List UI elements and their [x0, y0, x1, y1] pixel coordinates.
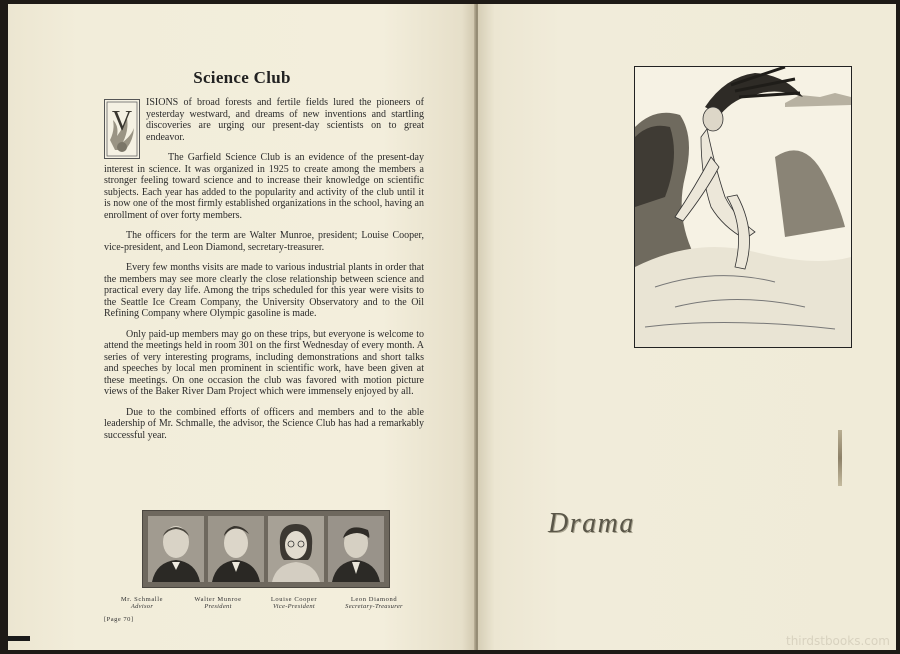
pencil-mark [838, 430, 842, 486]
article-body [104, 97, 424, 450]
dropcap-letter: V [111, 106, 133, 137]
caption-name: Louise Cooper [270, 596, 318, 603]
section-title-drama: Drama [548, 508, 635, 539]
portrait-diamond [328, 516, 384, 582]
paragraph-officers: The officers for the term are Walter Munroe, president; Louise Cooper, vice-president, and Leon Diamond, secretary-treasurer. [104, 230, 424, 253]
caption-munroe [182, 596, 254, 610]
caption-role: President [204, 603, 232, 610]
watermark: thirdstbooks.com [786, 634, 890, 648]
first-paragraph [104, 97, 424, 143]
portrait-munroe [208, 516, 264, 582]
officer-photos [142, 510, 390, 588]
caption-diamond [334, 596, 414, 610]
caption-schmalle [107, 596, 177, 610]
caption-role: Vice-President [272, 603, 316, 610]
dropcap-ornament-icon [104, 99, 140, 159]
native-figure-illustration [634, 66, 852, 348]
caption-name: Leon Diamond [350, 596, 398, 603]
first-paragraph-text: ISIONS of broad forests and fertile fields lured the pioneers of yesterday westward, and dreams of new inventions and startling discoveries are urging our present-day scientists on to great endeavor. [146, 97, 424, 143]
paragraph-trips: Every few months visits are made to various industrial plants in order that the members may see more clearly the close relationship between science and practical every day life. Among the trips scheduled for this year were visits to the Seattle Ice Cream Company, the University Observatory and to the Oil Refining Company where Olympic gasoline is made. [104, 262, 424, 319]
paragraph-closing: Due to the combined efforts of officers and members and to the able leadership of Mr. Schmalle, the advisor, the Science Club has had a remarkably successful year. [104, 406, 424, 441]
caption-name: Mr. Schmalle [120, 596, 164, 603]
portrait-cooper [268, 516, 324, 582]
caption-role: Secretary-Treasurer [345, 603, 403, 610]
caption-role: Advisor [130, 603, 154, 610]
paragraph-history: The Garfield Science Club is an evidence of the present-day interest in science. It was organized in 1925 to create among the members a stronger feeling toward science and to increase their knowledge on scientific subjects. Each year has added to the popularity and activity of the club until it is now one of the most firmly established organizations in the school, having an enrollment of over forty members. [104, 152, 424, 221]
page-number: [Page 70] [104, 616, 134, 623]
caption-name: Walter Munroe [194, 596, 242, 603]
page-edge-mark [8, 636, 30, 641]
paragraph-meetings: Only paid-up members may go on these trips, but everyone is welcome to attend the meetings held in room 301 on the first Wednesday of every month. A series of very interesting programs, including demonstrations and short talks and speeches by local men prominent in scientific work, have been given at these meetings. On one occasion the club was favored with motion picture views of the Baker River Dam Project which were immensely enjoyed by all. [104, 328, 424, 397]
caption-cooper [258, 596, 330, 610]
page-title: Science Club [193, 68, 291, 87]
left-page [8, 4, 476, 650]
portrait-schmalle [148, 516, 204, 582]
